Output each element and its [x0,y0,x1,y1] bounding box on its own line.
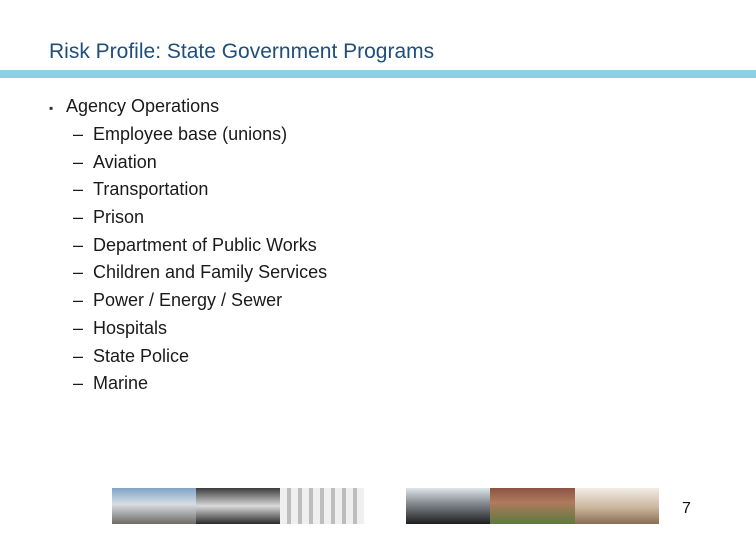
sub-item-label: Aviation [93,151,157,172]
dash-icon: – [73,124,84,144]
bullet-label: Agency Operations [66,96,220,116]
dash-icon: – [73,317,84,338]
dash-icon: – [73,207,84,228]
bullet-item [49,96,327,401]
dash-icon: – [73,345,84,366]
slide-title: Risk Profile: State Government Programs [49,40,435,63]
sub-item [49,235,327,263]
sub-item-label: Department of Public Works [93,234,317,255]
sub-item-label: Employee base (unions) [93,124,288,144]
sub-item-label: Children and Family Services [93,262,328,283]
sub-list [49,124,327,401]
page-number: 7 [682,500,691,517]
sub-item-label: Power / Energy / Sewer [93,290,283,311]
classroom-photo [575,488,659,524]
sub-item-label: Marine [93,373,149,394]
sub-item-label: Hospitals [93,317,168,338]
sub-item [49,346,327,374]
title-divider [0,70,756,78]
dash-icon: – [73,179,84,200]
sub-item [49,262,327,290]
dash-icon: – [73,151,84,172]
sub-item [49,207,327,235]
graduates-photo [406,488,490,524]
sub-item [49,152,327,180]
sub-item [49,179,327,207]
sub-item [49,373,327,401]
capitol-photo [112,488,196,524]
sub-item [49,318,327,346]
sub-item-label: State Police [93,345,190,366]
dash-icon: – [73,234,84,255]
dash-icon: – [73,373,84,394]
columns-photo [280,488,364,524]
photo-strip-government [112,488,364,524]
sub-item [49,124,327,152]
photo-strip-education [406,488,659,524]
campus-photo [490,488,574,524]
dash-icon: – [73,262,84,283]
square-bullet-icon: ▪ [49,101,54,115]
police-car-photo [196,488,280,524]
dash-icon: – [73,290,84,311]
sub-item [49,290,327,318]
sub-item-label: Transportation [93,179,209,200]
sub-item-label: Prison [93,207,145,228]
bullet-list [49,96,327,401]
